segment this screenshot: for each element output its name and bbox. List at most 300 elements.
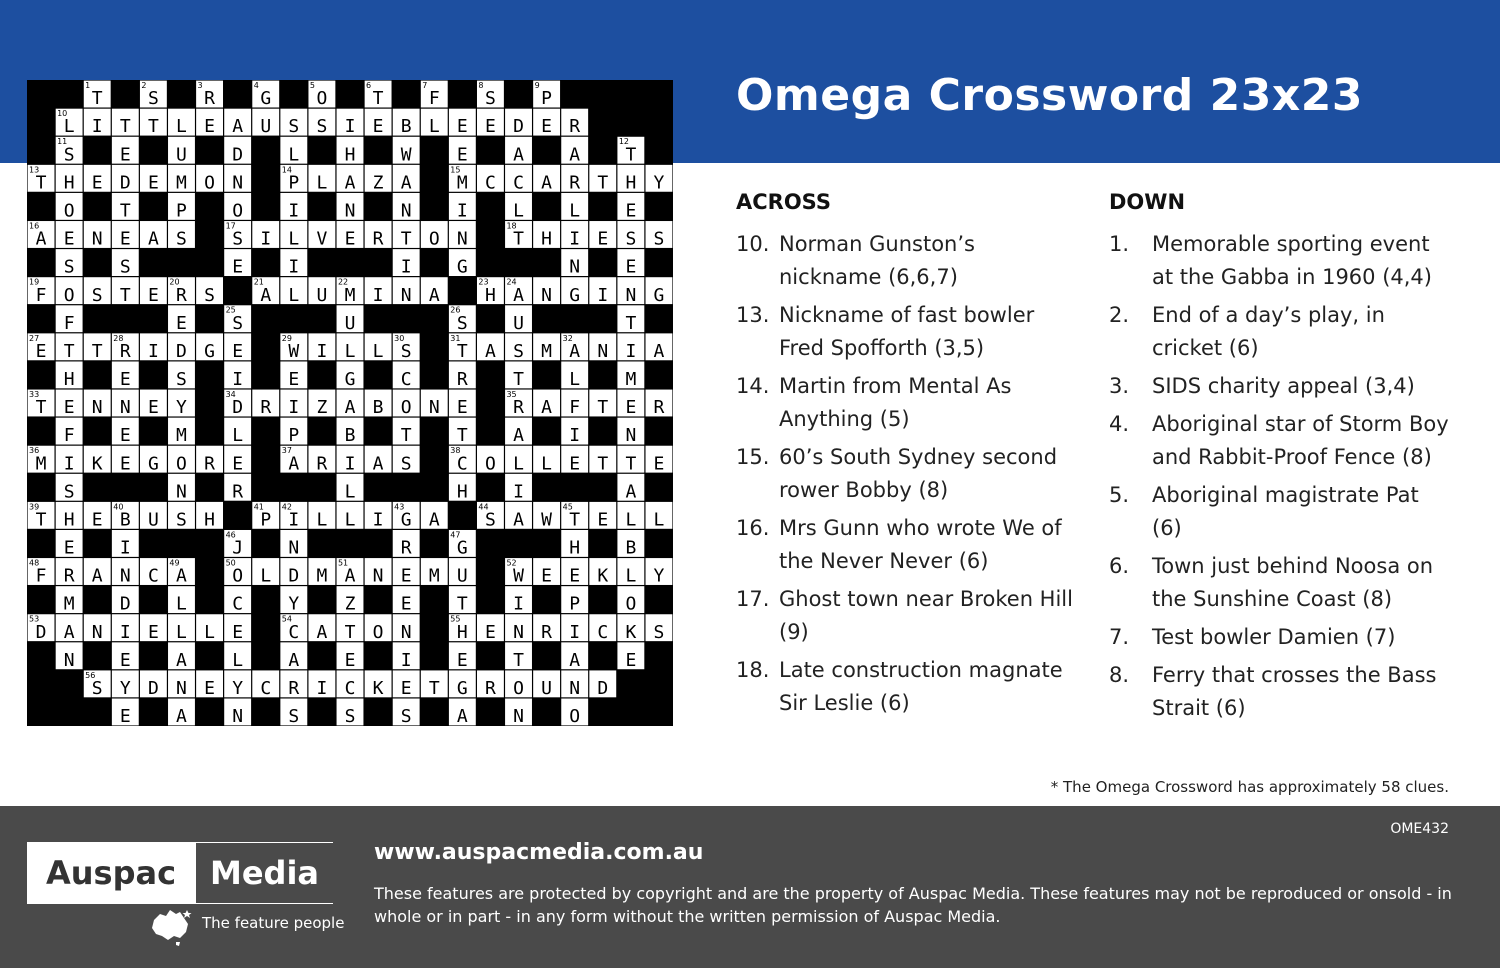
clue-number: 8. xyxy=(1109,663,1130,687)
cell-letter: G xyxy=(344,369,356,391)
cell-letter: A xyxy=(35,228,47,250)
cell-letter: I xyxy=(597,284,609,306)
cell-letter: A xyxy=(288,453,300,475)
cell-letter: A xyxy=(513,425,524,447)
cell-letter: P xyxy=(288,172,300,194)
down-clue xyxy=(1109,370,1454,403)
clue-text: 60’s South Sydney second rower Bobby (8) xyxy=(779,445,1058,502)
cell-letter: I xyxy=(456,200,468,222)
cell-letter: T xyxy=(372,88,384,110)
cell-letter: Y xyxy=(653,565,665,587)
cell-number: 10 xyxy=(57,109,68,119)
clue-text: Ghost town near Broken Hill (9) xyxy=(779,587,1073,644)
cell-letter: S xyxy=(513,340,524,362)
clue-number: 10. xyxy=(736,232,770,256)
cell-letter: E xyxy=(372,116,384,138)
cell-letter: H xyxy=(63,509,75,531)
cell-number: 52 xyxy=(506,558,517,568)
cell-letter: R xyxy=(119,340,131,362)
cell-number: 2 xyxy=(141,81,147,90)
cell-letter: Z xyxy=(316,397,328,419)
cell-letter: R xyxy=(541,621,553,643)
cell-letter: U xyxy=(456,565,468,587)
cell-letter: E xyxy=(400,565,412,587)
cell-letter: O xyxy=(569,706,581,726)
cell-letter: E xyxy=(400,677,412,699)
cell-letter: I xyxy=(400,649,412,671)
cell-letter: A xyxy=(513,144,524,166)
cell-letter: N xyxy=(91,228,103,250)
cell-number: 29 xyxy=(281,333,292,343)
cell-letter: R xyxy=(232,481,244,503)
cell-letter: E xyxy=(456,397,468,419)
cell-number: 24 xyxy=(506,277,517,287)
cell-letter: A xyxy=(541,397,553,419)
cell-letter: T xyxy=(513,369,524,391)
cell-number: 56 xyxy=(85,670,96,680)
cell-letter: Z xyxy=(372,172,384,194)
cell-letter: E xyxy=(400,593,412,615)
cell-letter: C xyxy=(456,453,468,475)
logo-word-auspac: Auspac xyxy=(28,843,194,903)
cell-number: 26 xyxy=(450,305,461,315)
cell-letter: S xyxy=(288,116,300,138)
cell-letter: R xyxy=(204,88,215,110)
down-clue xyxy=(1109,550,1454,616)
cell-letter: E xyxy=(288,369,300,391)
cell-letter: E xyxy=(456,116,468,138)
clue-text: End of a day’s play, in cricket (6) xyxy=(1152,303,1385,360)
cell-letter: E xyxy=(541,116,553,138)
cell-letter: C xyxy=(260,677,272,699)
cell-letter: C xyxy=(344,677,356,699)
cell-letter: L xyxy=(372,340,384,362)
cell-letter: P xyxy=(260,509,272,531)
cell-letter: R xyxy=(569,172,581,194)
cell-number: 3 xyxy=(197,81,203,90)
cell-letter: M xyxy=(176,172,187,194)
cell-letter: L xyxy=(288,284,300,306)
clue-text: Norman Gunston’s nickname (6,6,7) xyxy=(779,232,975,289)
cell-letter: O xyxy=(316,88,328,110)
cell-letter: H xyxy=(456,481,468,503)
cell-letter: Y xyxy=(288,593,300,615)
cell-letter: N xyxy=(176,677,187,699)
cell-letter: L xyxy=(625,509,637,531)
cell-number: 14 xyxy=(281,165,292,175)
cell-letter: T xyxy=(456,425,468,447)
cell-letter: A xyxy=(569,340,581,362)
clue-number: 3. xyxy=(1109,374,1130,398)
cell-letter: K xyxy=(91,453,103,475)
cell-letter: E xyxy=(147,284,159,306)
cell-letter: C xyxy=(597,621,609,643)
cell-number: 18 xyxy=(506,221,517,231)
cell-letter: N xyxy=(232,706,244,726)
cell-letter: N xyxy=(91,397,103,419)
cell-letter: S xyxy=(63,144,75,166)
cell-letter: E xyxy=(232,340,244,362)
cell-letter: A xyxy=(176,565,187,587)
across-heading: ACROSS xyxy=(736,190,831,214)
cell-letter: D xyxy=(288,565,300,587)
cell-letter: B xyxy=(119,509,131,531)
cell-letter: A xyxy=(653,340,665,362)
cell-letter: S xyxy=(400,340,412,362)
cell-letter: U xyxy=(316,284,328,306)
cell-letter: L xyxy=(63,116,75,138)
crossword-grid xyxy=(27,80,673,726)
cell-letter: D xyxy=(513,116,524,138)
cell-letter: T xyxy=(35,509,47,531)
cell-letter: U xyxy=(513,312,524,334)
across-clue xyxy=(736,441,1081,507)
cell-letter: S xyxy=(625,228,637,250)
cell-number: 54 xyxy=(281,614,292,624)
cell-letter: N xyxy=(569,256,581,278)
cell-letter: I xyxy=(288,200,300,222)
cell-number: 46 xyxy=(225,530,236,540)
cell-number: 55 xyxy=(450,614,461,624)
clue-number: 1. xyxy=(1109,232,1130,256)
cell-letter: L xyxy=(569,200,581,222)
clue-text: SIDS charity appeal (3,4) xyxy=(1152,374,1415,398)
cell-letter: I xyxy=(400,256,412,278)
cell-letter: L xyxy=(344,481,356,503)
clue-count-note: * The Omega Crossword has approximately 58 clues. xyxy=(1050,778,1449,796)
cell-letter: S xyxy=(485,509,496,531)
across-clue xyxy=(736,654,1081,720)
footer xyxy=(0,806,1500,968)
cell-letter: S xyxy=(147,88,159,110)
cell-letter: P xyxy=(176,200,187,222)
cell-letter: O xyxy=(176,453,187,475)
cell-letter: I xyxy=(288,509,300,531)
cell-number: 7 xyxy=(422,81,428,90)
cell-letter: E xyxy=(147,621,159,643)
cell-letter: L xyxy=(260,565,272,587)
cell-letter: L xyxy=(288,144,300,166)
cell-letter: A xyxy=(456,706,468,726)
cell-letter: L xyxy=(288,228,300,250)
cell-letter: A xyxy=(428,509,440,531)
cell-letter: D xyxy=(119,593,131,615)
cell-letter: N xyxy=(625,284,637,306)
cell-letter: G xyxy=(400,509,412,531)
cell-letter: T xyxy=(456,593,468,615)
cell-letter: I xyxy=(372,284,384,306)
cell-letter: T xyxy=(91,88,103,110)
logo-word-media: Media xyxy=(196,843,333,903)
cell-letter: S xyxy=(63,481,75,503)
cell-number: 17 xyxy=(225,221,236,231)
cell-letter: T xyxy=(597,397,609,419)
clue-text: Late construction magnate Sir Leslie (6) xyxy=(779,658,1063,715)
cell-letter: G xyxy=(147,453,159,475)
cell-letter: L xyxy=(232,649,244,671)
cell-letter: H xyxy=(63,369,75,391)
cell-number: 21 xyxy=(253,277,264,287)
cell-letter: F xyxy=(35,565,47,587)
across-clue xyxy=(736,299,1081,365)
cell-letter: R xyxy=(63,565,75,587)
cell-letter: A xyxy=(344,565,356,587)
cell-letter: H xyxy=(541,228,553,250)
down-clue xyxy=(1109,479,1454,545)
cell-letter: D xyxy=(232,144,244,166)
cell-letter: H xyxy=(569,537,581,559)
cell-letter: R xyxy=(456,369,468,391)
cell-letter: O xyxy=(63,200,75,222)
clue-text: Mrs Gunn who wrote We of the Never Never (6) xyxy=(779,516,1062,573)
cell-letter: E xyxy=(485,116,496,138)
cell-number: 1 xyxy=(85,81,91,90)
cell-number: 38 xyxy=(450,446,461,456)
cell-letter: G xyxy=(653,284,665,306)
cell-letter: S xyxy=(316,116,328,138)
cell-number: 19 xyxy=(29,277,40,287)
cell-letter: I xyxy=(569,621,581,643)
cell-letter: A xyxy=(260,284,272,306)
cell-letter: E xyxy=(541,565,553,587)
cell-letter: R xyxy=(485,677,496,699)
cell-letter: G xyxy=(569,284,581,306)
cell-letter: N xyxy=(119,397,131,419)
cell-letter: I xyxy=(316,677,328,699)
cell-letter: T xyxy=(400,425,412,447)
cell-letter: I xyxy=(625,340,637,362)
cell-number: 25 xyxy=(225,305,236,315)
cell-letter: T xyxy=(625,144,637,166)
cell-letter: A xyxy=(569,649,581,671)
cell-letter: P xyxy=(541,88,553,110)
cell-letter: D xyxy=(147,677,159,699)
cell-number: 12 xyxy=(618,137,630,147)
cell-letter: I xyxy=(147,340,159,362)
cell-letter: A xyxy=(485,340,496,362)
cell-letter: M xyxy=(625,369,637,391)
cell-number: 23 xyxy=(478,277,489,287)
cell-letter: A xyxy=(147,228,159,250)
cell-letter: H xyxy=(456,621,468,643)
cell-letter: E xyxy=(119,706,131,726)
clue-text: Ferry that crosses the Bass Strait (6) xyxy=(1152,663,1437,720)
cell-letter: Y xyxy=(653,172,665,194)
cell-letter: F xyxy=(63,425,75,447)
cell-letter: N xyxy=(456,228,468,250)
cell-letter: T xyxy=(91,340,103,362)
cell-letter: A xyxy=(288,649,300,671)
cell-letter: E xyxy=(625,397,637,419)
cell-number: 36 xyxy=(29,446,40,456)
cell-letter: P xyxy=(288,425,300,447)
cell-number: 44 xyxy=(478,502,489,512)
cell-letter: A xyxy=(513,509,524,531)
cell-letter: T xyxy=(625,312,637,334)
cell-letter: N xyxy=(288,537,300,559)
cell-number: 40 xyxy=(113,502,124,512)
down-clue xyxy=(1109,621,1454,654)
cell-letter: M xyxy=(344,284,356,306)
cell-number: 27 xyxy=(29,333,40,343)
across-clue xyxy=(736,512,1081,578)
cell-letter: I xyxy=(288,256,300,278)
cell-letter: R xyxy=(176,284,187,306)
cell-letter: S xyxy=(204,284,215,306)
cell-letter: I xyxy=(119,621,131,643)
cell-number: 5 xyxy=(309,81,315,90)
cell-letter: U xyxy=(176,144,187,166)
cell-letter: E xyxy=(119,144,131,166)
cell-number: 49 xyxy=(169,558,180,568)
cell-letter: R xyxy=(400,537,412,559)
cell-letter: D xyxy=(119,172,131,194)
cell-letter: S xyxy=(119,256,131,278)
cell-letter: W xyxy=(400,144,412,166)
cell-letter: E xyxy=(91,172,103,194)
cell-letter: T xyxy=(63,340,75,362)
cell-letter: N xyxy=(176,481,187,503)
cell-letter: A xyxy=(513,284,524,306)
cell-letter: Z xyxy=(344,593,356,615)
cell-letter: A xyxy=(428,284,440,306)
cell-letter: E xyxy=(597,509,609,531)
cell-letter: S xyxy=(232,228,244,250)
clue-text: Memorable sporting event at the Gabba in 1960 (4,4) xyxy=(1152,232,1432,289)
cell-letter: Y xyxy=(176,397,187,419)
cell-letter: F xyxy=(63,312,75,334)
cell-letter: I xyxy=(344,453,356,475)
cell-letter: L xyxy=(569,369,581,391)
cell-letter: E xyxy=(119,425,131,447)
cell-number: 50 xyxy=(225,558,236,568)
cell-letter: S xyxy=(176,509,187,531)
cell-letter: N xyxy=(344,200,356,222)
cell-letter: M xyxy=(456,172,468,194)
page-title: Omega Crossword 23x23 xyxy=(736,70,1363,121)
cell-number: 13 xyxy=(29,165,40,175)
cell-letter: L xyxy=(653,509,665,531)
cell-letter: A xyxy=(344,172,356,194)
cell-letter: C xyxy=(513,172,524,194)
across-clues xyxy=(736,190,1081,725)
clue-number: 18. xyxy=(736,658,770,682)
cell-letter: L xyxy=(513,200,524,222)
cell-number: 15 xyxy=(450,165,461,175)
cell-letter: E xyxy=(625,256,637,278)
cell-letter: K xyxy=(597,565,609,587)
cell-letter: N xyxy=(63,649,75,671)
cell-letter: S xyxy=(485,88,496,110)
cell-letter: T xyxy=(119,116,131,138)
cell-letter: A xyxy=(400,172,412,194)
cell-letter: D xyxy=(597,677,609,699)
clue-number: 15. xyxy=(736,445,770,469)
cell-letter: O xyxy=(428,228,440,250)
cell-letter: R xyxy=(653,397,665,419)
cell-letter: R xyxy=(569,116,581,138)
across-clue xyxy=(736,370,1081,436)
cell-letter: T xyxy=(597,172,609,194)
cell-letter: S xyxy=(91,284,103,306)
auspac-logo xyxy=(27,842,333,904)
clue-number: 17. xyxy=(736,587,770,611)
cell-number: 34 xyxy=(225,389,236,399)
cell-letter: H xyxy=(204,509,215,531)
cell-letter: R xyxy=(513,397,524,419)
cell-letter: I xyxy=(91,116,103,138)
cell-letter: M xyxy=(35,453,47,475)
cell-letter: I xyxy=(344,116,356,138)
cell-letter: G xyxy=(456,537,468,559)
cell-letter: S xyxy=(176,369,187,391)
cell-letter: N xyxy=(119,565,131,587)
cell-letter: T xyxy=(513,649,524,671)
cell-letter: N xyxy=(625,425,637,447)
cell-letter: O xyxy=(232,200,244,222)
clue-text: Martin from Mental As Anything (5) xyxy=(779,374,1012,431)
cell-letter: G xyxy=(456,256,468,278)
cell-number: 9 xyxy=(534,81,540,90)
cell-number: 43 xyxy=(394,502,405,512)
cell-letter: F xyxy=(569,397,581,419)
cell-letter: M xyxy=(63,593,75,615)
clue-text: Town just behind Noosa on the Sunshine Coast (8) xyxy=(1152,554,1434,611)
cell-letter: B xyxy=(625,537,637,559)
cell-letter: L xyxy=(513,453,524,475)
cell-letter: A xyxy=(372,453,384,475)
cell-letter: F xyxy=(35,284,47,306)
cell-letter: O xyxy=(204,172,215,194)
cell-letter: H xyxy=(485,284,496,306)
cell-letter: N xyxy=(428,397,440,419)
cell-letter: N xyxy=(569,677,581,699)
cell-letter: E xyxy=(456,649,468,671)
cell-letter: S xyxy=(91,677,103,699)
cell-number: 47 xyxy=(450,530,461,540)
cell-letter: E xyxy=(232,453,244,475)
logo-tagline: The feature people xyxy=(202,914,345,932)
cell-letter: N xyxy=(597,340,609,362)
cell-letter: E xyxy=(485,621,496,643)
cell-number: 32 xyxy=(562,333,573,343)
down-clue xyxy=(1109,408,1454,474)
cell-letter: F xyxy=(428,88,440,110)
cell-letter: E xyxy=(63,537,75,559)
cell-letter: B xyxy=(400,116,412,138)
copyright-disclaimer: These features are protected by copyright and are the property of Auspac Media. These features may not be reproduced or onsold - in whole or in part - in any form without the written permission of Auspac Media. xyxy=(374,884,1452,926)
cell-number: 45 xyxy=(562,502,573,512)
cell-letter: B xyxy=(372,397,384,419)
cell-letter: N xyxy=(91,621,103,643)
cell-letter: A xyxy=(541,172,553,194)
across-clue xyxy=(736,228,1081,294)
cell-letter: R xyxy=(204,453,215,475)
cell-letter: S xyxy=(653,621,665,643)
cell-letter: T xyxy=(625,453,637,475)
cell-letter: I xyxy=(232,369,244,391)
australia-map-icon xyxy=(150,906,192,946)
cell-letter: S xyxy=(288,706,300,726)
clue-number: 7. xyxy=(1109,625,1130,649)
cell-letter: O xyxy=(513,677,524,699)
cell-letter: M xyxy=(428,565,440,587)
clue-text: Aboriginal star of Storm Boy and Rabbit-Proof Fence (8) xyxy=(1152,412,1449,469)
cell-letter: N xyxy=(513,621,524,643)
cell-letter: A xyxy=(316,621,328,643)
cell-letter: E xyxy=(147,172,159,194)
cell-letter: E xyxy=(204,116,215,138)
